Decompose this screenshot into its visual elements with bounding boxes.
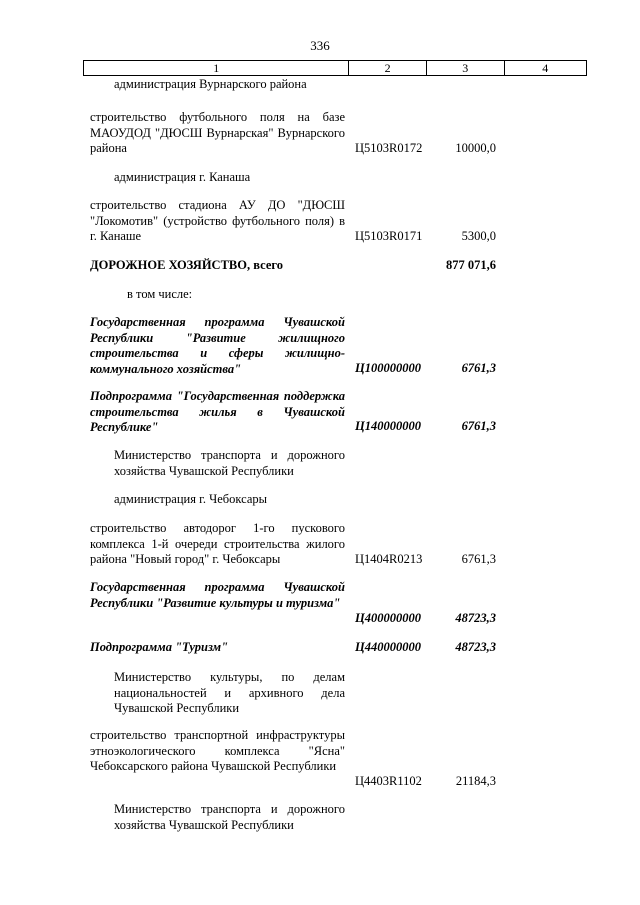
column-header-4: 4 [542,61,549,75]
row-amount: 48723,3 [455,640,496,654]
row-code: Ц400000000 [355,611,421,625]
row-amount: 6761,3 [461,361,496,375]
row-code: Ц140000000 [355,419,421,433]
row-code: Ц100000000 [355,361,421,375]
row-description: администрация г. Чебоксары [114,492,268,506]
row-description: администрация Вурнарского района [114,77,307,91]
row-description: строительство футбольного поля на базе МАОУДОД "ДЮСШ Вурнарская" Вурнарского района [90,110,345,155]
row-code: Ц5103R0172 [355,141,423,155]
row-code: Ц4403R1102 [355,774,422,788]
row-description: Подпрограмма "Туризм" [90,640,229,654]
row-description: Подпрограмма "Государственная поддержка строительства жилья в Чувашской Республике" [90,389,345,434]
row-amount: 6761,3 [461,552,496,566]
row-description: строительство автодорог 1-го пускового комплекса 1-й очереди строительства жилого района "Новый город" г. Чебоксары [90,521,345,566]
row-amount: 21184,3 [455,774,496,788]
column-header-2: 2 [349,61,427,75]
row-description: Министерство культуры, по делам национальностей и архивного дела Чувашской Республики [114,670,345,715]
row-description: Министерство транспорта и дорожного хозяйства Чувашской Республики [114,448,345,478]
row-description: администрация г. Канаша [114,170,251,184]
row-amount: 48723,3 [455,611,496,625]
table-header [83,60,587,76]
row-amount: 10000,0 [455,141,496,155]
row-description: строительство транспортной инфраструктуры этноэкологического комплекса "Ясна" Чебоксарского района Чувашской Республики [90,728,345,773]
row-description: Государственная программа Чувашской Республики "Развитие жилищного строительства и сферы жилищно-коммунального хозяйства" [90,315,345,376]
row-description: ДОРОЖНОЕ ХОЗЯЙСТВО, всего [90,258,283,272]
row-description: строительство стадиона АУ ДО "ДЮСШ "Локомотив" (устройство футбольного поля) в г. Канаше [90,198,345,243]
row-description: Государственная программа Чувашской Республики "Развитие культуры и туризма" [90,580,345,610]
row-code: Ц440000000 [355,640,421,654]
page-number: 336 [310,38,330,53]
row-description: в том числе: [127,287,193,301]
row-description: Министерство транспорта и дорожного хозяйства Чувашской Республики [114,802,345,832]
row-amount: 6761,3 [461,419,496,433]
row-amount: 877 071,6 [446,258,496,272]
column-header-3: 3 [427,61,505,75]
row-code: Ц1404R0213 [355,552,423,566]
column-header-1: 1 [84,61,349,75]
row-code: Ц5103R0171 [355,229,423,243]
row-amount: 5300,0 [461,229,496,243]
